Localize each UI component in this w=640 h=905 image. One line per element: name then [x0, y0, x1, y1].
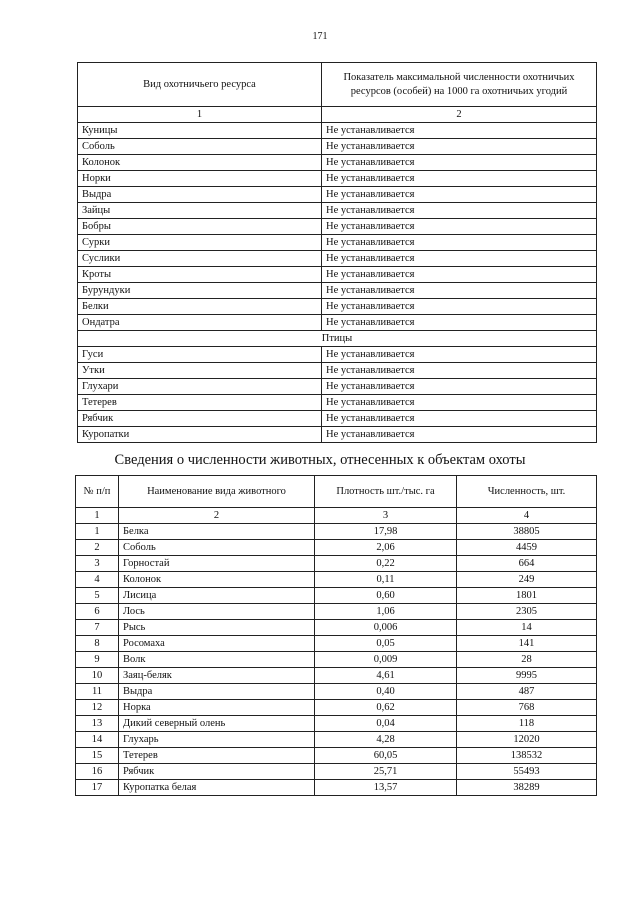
density-value: 0,04: [315, 716, 457, 732]
row-number: 9: [76, 652, 119, 668]
max-density-value: Не устанавливается: [322, 427, 597, 443]
species-name: Соболь: [119, 540, 315, 556]
table-row: [78, 315, 597, 331]
count-value: 9995: [457, 668, 597, 684]
table-row: [76, 684, 597, 700]
species-name: Росомаха: [119, 636, 315, 652]
max-density-value: Не устанавливается: [322, 171, 597, 187]
row-number: 12: [76, 700, 119, 716]
row-number: 13: [76, 716, 119, 732]
species-name: Ондатра: [78, 315, 322, 331]
density-value: 0,62: [315, 700, 457, 716]
species-name: Кроты: [78, 267, 322, 283]
table-row: [78, 203, 597, 219]
table-header-row: [78, 63, 597, 107]
count-value: 12020: [457, 732, 597, 748]
row-number: 11: [76, 684, 119, 700]
max-density-value: Не устанавливается: [322, 139, 597, 155]
row-number: 5: [76, 588, 119, 604]
species-name: Гуси: [78, 347, 322, 363]
table-row: [78, 283, 597, 299]
density-value: 0,40: [315, 684, 457, 700]
max-density-value: Не устанавливается: [322, 395, 597, 411]
row-number: 10: [76, 668, 119, 684]
max-density-value: Не устанавливается: [322, 219, 597, 235]
max-density-value: Не устанавливается: [322, 379, 597, 395]
species-name: Соболь: [78, 139, 322, 155]
birds-section-row: [78, 331, 597, 347]
density-value: 4,61: [315, 668, 457, 684]
page-number: 171: [312, 31, 328, 42]
species-name: Волк: [119, 652, 315, 668]
max-density-value: Не устанавливается: [322, 123, 597, 139]
column-number: 2: [119, 508, 315, 524]
header-max-density: Показатель максимальной численности охотничьих ресурсов (особей) на 1000 га охотничьих угодий: [322, 63, 597, 107]
row-number: 8: [76, 636, 119, 652]
count-value: 2305: [457, 604, 597, 620]
species-name: Куницы: [78, 123, 322, 139]
max-density-value: Не устанавливается: [322, 155, 597, 171]
table-row: [78, 171, 597, 187]
species-name: Белки: [78, 299, 322, 315]
density-value: 0,05: [315, 636, 457, 652]
table-header-row: [76, 476, 597, 508]
species-name: Заяц-беляк: [119, 668, 315, 684]
table-row: [78, 187, 597, 203]
max-density-value: Не устанавливается: [322, 203, 597, 219]
row-number: 2: [76, 540, 119, 556]
table-row: [78, 123, 597, 139]
count-value: 1801: [457, 588, 597, 604]
species-name: Тетерев: [78, 395, 322, 411]
table-row: [76, 764, 597, 780]
table-row: [76, 604, 597, 620]
table-row: [76, 636, 597, 652]
density-value: 0,11: [315, 572, 457, 588]
species-name: Выдра: [78, 187, 322, 203]
species-name: Белка: [119, 524, 315, 540]
species-name: Глухари: [78, 379, 322, 395]
table-row: [78, 155, 597, 171]
table-row: [78, 427, 597, 443]
species-name: Колонок: [78, 155, 322, 171]
density-value: 17,98: [315, 524, 457, 540]
species-name: Лисица: [119, 588, 315, 604]
row-number: 17: [76, 780, 119, 796]
max-density-value: Не устанавливается: [322, 235, 597, 251]
density-value: 0,60: [315, 588, 457, 604]
row-number: 16: [76, 764, 119, 780]
species-name: Колонок: [119, 572, 315, 588]
table-row: [76, 556, 597, 572]
max-density-value: Не устанавливается: [322, 347, 597, 363]
density-value: 25,71: [315, 764, 457, 780]
species-name: Норка: [119, 700, 315, 716]
row-number: 1: [76, 524, 119, 540]
max-density-value: Не устанавливается: [322, 251, 597, 267]
header-number: № п/п: [76, 476, 119, 508]
column-number: 3: [315, 508, 457, 524]
species-name: Глухарь: [119, 732, 315, 748]
count-value: 28: [457, 652, 597, 668]
species-name: Куропатка белая: [119, 780, 315, 796]
animal-population-table: [75, 475, 597, 796]
row-number: 15: [76, 748, 119, 764]
column-number-row: [76, 508, 597, 524]
species-name: Зайцы: [78, 203, 322, 219]
density-value: 0,22: [315, 556, 457, 572]
column-number: 2: [322, 107, 597, 123]
birds-section-label: Птицы: [78, 331, 597, 347]
table-row: [78, 299, 597, 315]
column-number: 4: [457, 508, 597, 524]
species-name: Горностай: [119, 556, 315, 572]
species-name: Куропатки: [78, 427, 322, 443]
density-value: 1,06: [315, 604, 457, 620]
count-value: 141: [457, 636, 597, 652]
density-value: 4,28: [315, 732, 457, 748]
header-resource-type: Вид охотничьего ресурса: [78, 63, 322, 107]
header-count: Численность, шт.: [457, 476, 597, 508]
table-row: [78, 235, 597, 251]
row-number: 4: [76, 572, 119, 588]
count-value: 38289: [457, 780, 597, 796]
species-name: Бобры: [78, 219, 322, 235]
header-species-name: Наименование вида животного: [119, 476, 315, 508]
table-row: [76, 620, 597, 636]
table-row: [76, 652, 597, 668]
max-density-value: Не устанавливается: [322, 187, 597, 203]
row-number: 3: [76, 556, 119, 572]
species-name: Лось: [119, 604, 315, 620]
species-name: Тетерев: [119, 748, 315, 764]
count-value: 664: [457, 556, 597, 572]
table-row: [78, 395, 597, 411]
hunting-resources-table: [77, 62, 597, 443]
count-value: 55493: [457, 764, 597, 780]
table-row: [76, 524, 597, 540]
table-row: [76, 732, 597, 748]
species-name: Утки: [78, 363, 322, 379]
species-name: Норки: [78, 171, 322, 187]
max-density-value: Не устанавливается: [322, 411, 597, 427]
count-value: 14: [457, 620, 597, 636]
species-name: Бурундуки: [78, 283, 322, 299]
table-row: [78, 347, 597, 363]
row-number: 14: [76, 732, 119, 748]
density-value: 0,006: [315, 620, 457, 636]
count-value: 38805: [457, 524, 597, 540]
count-value: 768: [457, 700, 597, 716]
table-row: [76, 780, 597, 796]
table-row: [76, 716, 597, 732]
density-value: 2,06: [315, 540, 457, 556]
table-row: [78, 379, 597, 395]
count-value: 138532: [457, 748, 597, 764]
species-name: Выдра: [119, 684, 315, 700]
species-name: Суслики: [78, 251, 322, 267]
table-row: [78, 251, 597, 267]
table-row: [78, 219, 597, 235]
count-value: 4459: [457, 540, 597, 556]
density-value: 60,05: [315, 748, 457, 764]
header-density: Плотность шт./тыс. га: [315, 476, 457, 508]
table-row: [78, 363, 597, 379]
column-number: 1: [78, 107, 322, 123]
table2-title: Сведения о численности животных, отнесенных к объектам охоты: [114, 452, 526, 468]
table-row: [76, 748, 597, 764]
species-name: Рябчик: [119, 764, 315, 780]
table-row: [78, 267, 597, 283]
species-name: Рябчик: [78, 411, 322, 427]
max-density-value: Не устанавливается: [322, 267, 597, 283]
count-value: 249: [457, 572, 597, 588]
species-name: Дикий северный олень: [119, 716, 315, 732]
max-density-value: Не устанавливается: [322, 299, 597, 315]
table-row: [76, 668, 597, 684]
count-value: 487: [457, 684, 597, 700]
row-number: 7: [76, 620, 119, 636]
max-density-value: Не устанавливается: [322, 315, 597, 331]
count-value: 118: [457, 716, 597, 732]
species-name: Рысь: [119, 620, 315, 636]
table-row: [76, 588, 597, 604]
table-row: [76, 540, 597, 556]
density-value: 0,009: [315, 652, 457, 668]
max-density-value: Не устанавливается: [322, 363, 597, 379]
row-number: 6: [76, 604, 119, 620]
table-row: [76, 700, 597, 716]
table-row: [76, 572, 597, 588]
max-density-value: Не устанавливается: [322, 283, 597, 299]
column-number-row: [78, 107, 597, 123]
table-row: [78, 139, 597, 155]
species-name: Сурки: [78, 235, 322, 251]
column-number: 1: [76, 508, 119, 524]
density-value: 13,57: [315, 780, 457, 796]
table-row: [78, 411, 597, 427]
